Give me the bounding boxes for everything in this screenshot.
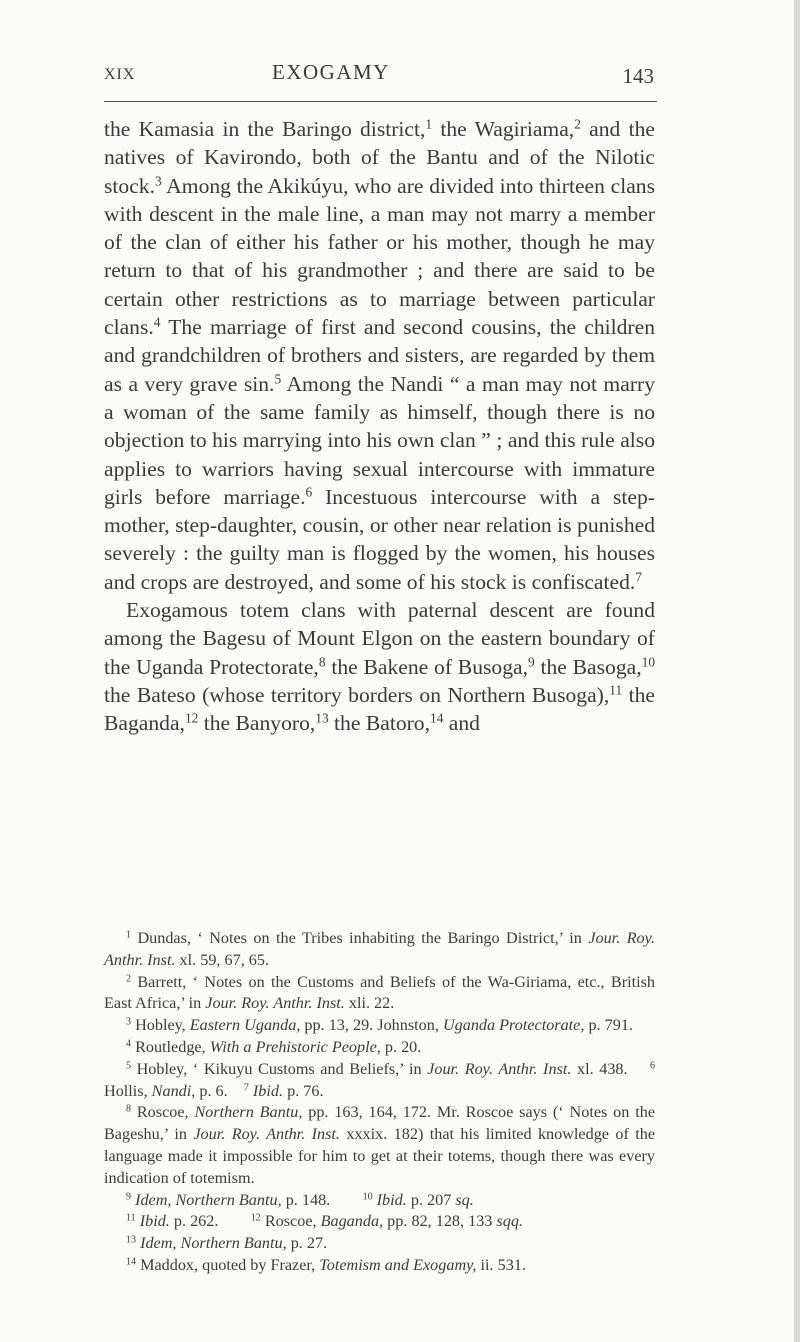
footnote-ref: 3 — [154, 173, 162, 189]
text-run: p. 148. — [281, 1190, 363, 1209]
italic-text: Jour. Roy. Anthr. Inst. — [193, 1125, 340, 1144]
footnote — [104, 1037, 655, 1059]
text-run: Hollis, — [104, 1059, 660, 1100]
text-run: xl. 59, 67, 65. — [175, 950, 270, 969]
italic-text: Uganda Protectorate, — [442, 1016, 585, 1035]
text-run: the Basoga, — [534, 654, 642, 679]
italic-text: With a Prehistoric People, — [209, 1037, 381, 1056]
text-run: pp. 82, 128, 133 — [383, 1212, 497, 1231]
running-title: EXOGAMY — [272, 60, 390, 84]
text-run: Maddox, quoted by Frazer, — [136, 1255, 320, 1274]
footnote-ref: 13 — [315, 710, 329, 726]
footnote — [104, 1015, 655, 1037]
footnote-ref: 9 — [528, 654, 535, 670]
text-run: Roscoe, — [131, 1103, 195, 1122]
italic-text: Baganda, — [320, 1212, 384, 1231]
text-run: Incestuous intercourse with a step-mother, step-daughter, cousin, or other near relation is punished severely : the guilty man is flogged by the women, his houses and crops are destroyed, and some of his stock is confiscated. — [104, 484, 655, 594]
text-run: and — [443, 711, 480, 736]
footnote-ref: 11 — [609, 682, 623, 698]
footnote — [104, 928, 659, 972]
footnote-ref: 11 — [126, 1212, 136, 1224]
main-text — [104, 115, 655, 738]
italic-text: Jour. Roy. Anthr. Inst. — [104, 929, 659, 969]
italic-text: Nandi, — [151, 1081, 196, 1100]
running-header — [104, 58, 654, 88]
text-run: the Baganda, — [104, 682, 656, 736]
footnote-ref: 8 — [318, 654, 326, 670]
footnote-ref: 14 — [430, 710, 444, 726]
footnote-ref: 5 — [126, 1060, 132, 1072]
footnotes — [104, 928, 660, 1277]
text-run: the Kamasia in the Baringo district, — [104, 117, 426, 141]
footnote — [104, 1190, 655, 1212]
footnote — [104, 972, 660, 1016]
header-rule — [104, 101, 657, 102]
paragraph — [104, 596, 655, 737]
text-run: the Batoro, — [328, 711, 431, 736]
footnote-ref: 6 — [649, 1060, 655, 1072]
italic-text: Jour. Roy. Anthr. Inst. — [427, 1059, 572, 1078]
footnote — [104, 1255, 655, 1277]
footnote-ref: 1 — [126, 929, 132, 941]
text-run: Exogamous totem clans with paternal descent are found among the Bagesu of Mount Elgon on the eastern boundary of the Uganda Protectorate, — [104, 598, 655, 679]
footnote-ref: 2 — [574, 116, 581, 132]
page-edge — [794, 0, 800, 1342]
italic-text: Northern Bantu, — [194, 1103, 303, 1122]
text-run: p. 6. — [195, 1081, 244, 1100]
text-run: the Bakene of Busoga, — [325, 654, 528, 679]
footnote-ref: 10 — [641, 654, 655, 670]
text-run: p. 20. — [380, 1037, 422, 1056]
text-run: Routledge, — [131, 1037, 210, 1056]
italic-text: sqq. — [496, 1212, 523, 1231]
paragraph — [104, 115, 655, 596]
footnote-ref: 1 — [425, 116, 433, 132]
text-run: the Banyoro, — [198, 711, 316, 736]
footnote-ref: 10 — [362, 1191, 373, 1203]
text-run: the Bateso (whose territory borders on Northern Busoga), — [104, 682, 610, 707]
text-run: pp. 13, 29. Johnston, — [300, 1016, 443, 1035]
footnote — [104, 1059, 660, 1103]
page-number: 143 — [622, 64, 654, 88]
footnote-ref: 9 — [126, 1191, 132, 1203]
italic-text: Idem, Northern Bantu, — [140, 1234, 287, 1253]
text-run: the Wagiriama, — [432, 117, 575, 141]
text-run: Among the Akikúyu, who are divided into thirteen clans with descent in the male line, a man may not marry a member of the clan of either his father or his mother, though he may return to that of his grandmother ; and there are said to be certain other restrictions as to marriage between particular clans. — [104, 173, 655, 340]
text-run: xl. 438. — [571, 1059, 650, 1078]
footnote-ref: 12 — [250, 1212, 261, 1224]
italic-text: Eastern Uganda, — [189, 1016, 301, 1035]
footnote-ref: 5 — [274, 371, 282, 387]
italic-text: Ibid. — [252, 1081, 284, 1100]
text-run: Barrett, ‘ Notes on the Customs and Beliefs of the Wa-Giriama, etc., British East Africa,’ in — [104, 972, 660, 1013]
footnote-ref: 7 — [243, 1082, 249, 1094]
chapter-number: XIX — [104, 66, 136, 83]
italic-text: Ibid. — [376, 1190, 407, 1209]
footnote-ref: 4 — [153, 314, 161, 330]
footnote-ref: 6 — [305, 484, 313, 500]
footnote-ref: 14 — [126, 1256, 137, 1268]
text-run: Dundas, ‘ Notes on the Tribes inhabiting the Baringo District,’ in — [131, 929, 589, 947]
footnote-ref: 12 — [184, 710, 199, 726]
text-run: p. 262. — [169, 1212, 251, 1231]
footnote-ref: 4 — [126, 1038, 132, 1050]
italic-text: Jour. Roy. Anthr. Inst. — [205, 994, 345, 1013]
footnote — [104, 1211, 655, 1233]
text-run: pp. 163, 164, 172. Mr. Roscoe says (‘ Notes on the Bageshu,’ in — [104, 1103, 660, 1144]
text-run: p. 27. — [286, 1234, 328, 1253]
footnote-ref: 3 — [126, 1016, 132, 1028]
text-run: Hobley, — [131, 1016, 190, 1035]
italic-text: Totemism and Exogamy, — [319, 1255, 477, 1274]
text-run: Hobley, ‘ Kikuyu Customs and Beliefs,’ in — [131, 1059, 428, 1078]
text-run: Among the Nandi “ a man may not marry a woman of the same family as himself, though there is no objection to his marrying into his own clan ” ; and this rule also applies to warriors having sexual intercourse with immature girls before marriage. — [104, 371, 655, 509]
text-run: p. 791. — [584, 1016, 633, 1035]
footnote — [104, 1102, 660, 1189]
text-run: p. 207 — [406, 1190, 456, 1209]
footnote-ref: 8 — [126, 1103, 132, 1115]
footnote — [104, 1233, 655, 1255]
text-run: and the natives of Kavirondo, both of the Bantu and of the Nilotic stock. — [104, 117, 656, 198]
text-run: xxxix. 182) that his limited knowledge of the language made it impossible for him to get at their totems, though there was every indication of totemism. — [104, 1125, 660, 1187]
text-run: ii. 531. — [476, 1255, 526, 1274]
text-run: xli. 22. — [344, 994, 395, 1013]
text-run: The marriage of first and second cousins, the children and grandchildren of brothers and sisters, are regarded by them as a very grave sin. — [104, 315, 655, 396]
italic-text: Ibid. — [139, 1212, 170, 1231]
text-run: p. 76. — [283, 1081, 324, 1100]
italic-text: Idem, Northern Bantu, — [135, 1190, 282, 1209]
footnote-ref: 7 — [635, 569, 642, 585]
italic-text: sq. — [455, 1190, 474, 1209]
text-run: Roscoe, — [260, 1212, 321, 1231]
footnote-ref: 2 — [126, 973, 132, 985]
footnote-ref: 13 — [126, 1234, 137, 1246]
